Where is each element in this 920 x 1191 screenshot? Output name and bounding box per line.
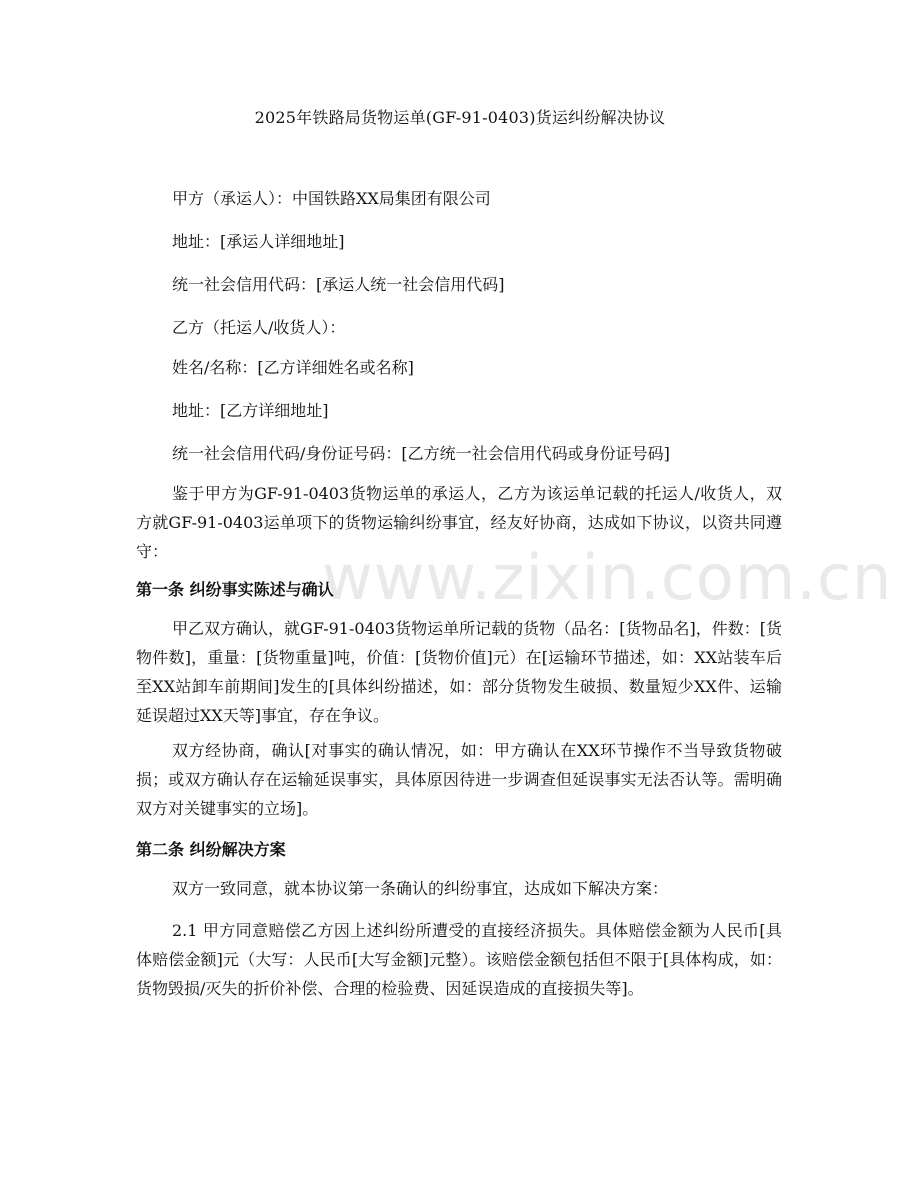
article-2-paragraph-1: 双方一致同意，就本协议第一条确认的纠纷事宜，达成如下解决方案：	[172, 879, 669, 898]
party-a-address: 地址：[承运人详细地址]	[172, 232, 345, 251]
party-b-line: 乙方（托运人/收货人）：	[172, 318, 346, 337]
article-2-heading: 第二条 纠纷解决方案	[136, 840, 286, 859]
party-a-line: 甲方（承运人）：中国铁路XX局集团有限公司	[172, 189, 491, 208]
party-b-credit-code: 统一社会信用代码/身份证号码：[乙方统一社会信用代码或身份证号码]	[172, 444, 670, 463]
article-2-paragraph-2: 2.1 甲方同意赔偿乙方因上述纠纷所遭受的直接经济损失。具体赔偿金额为人民币[具体赔偿金额]元（大写：人民币[大写金额]元整）。该赔偿金额包括但不限于[具体构成，如：货物毁损/灭失的折价补偿、合理的检验费、因延误造成的直接损失等]。	[136, 921, 782, 998]
party-b-address: 地址：[乙方详细地址]	[172, 401, 329, 420]
article-1-paragraph-2: 双方经协商，确认[对事实的确认情况，如：甲方确认在XX环节操作不当导致货物破损；或双方确认存在运输延误事实，具体原因待进一步调查但延误事实无法否认等。需明确双方对关键事实的立场]。	[136, 741, 782, 818]
party-b-name: 姓名/名称：[乙方详细姓名或名称]	[172, 358, 414, 377]
party-a-credit-code: 统一社会信用代码：[承运人统一社会信用代码]	[172, 275, 505, 294]
preamble-paragraph: 鉴于甲方为GF-91-0403货物运单的承运人，乙方为该运单记载的托运人/收货人，双方就GF-91-0403运单项下的货物运输纠纷事宜，经友好协商，达成如下协议，以资共同遵守：	[136, 484, 782, 561]
document-title: 2025年铁路局货物运单(GF-91-0403)货运纠纷解决协议	[254, 108, 666, 127]
article-1-heading: 第一条 纠纷事实陈述与确认	[136, 580, 334, 599]
watermark: www.zixin.com.cn	[322, 541, 893, 614]
article-1-paragraph-1: 甲乙双方确认，就GF-91-0403货物运单所记载的货物（品名：[货物品名]，件数：[货物件数]，重量：[货物重量]吨，价值：[货物价值]元）在[运输环节描述，如：XX站装车后至XX站卸车前期间]发生的[具体纠纷描述，如：部分货物发生破损、数量短少XX件、运输延误超过XX天等]事宜，存在争议。	[136, 619, 782, 725]
